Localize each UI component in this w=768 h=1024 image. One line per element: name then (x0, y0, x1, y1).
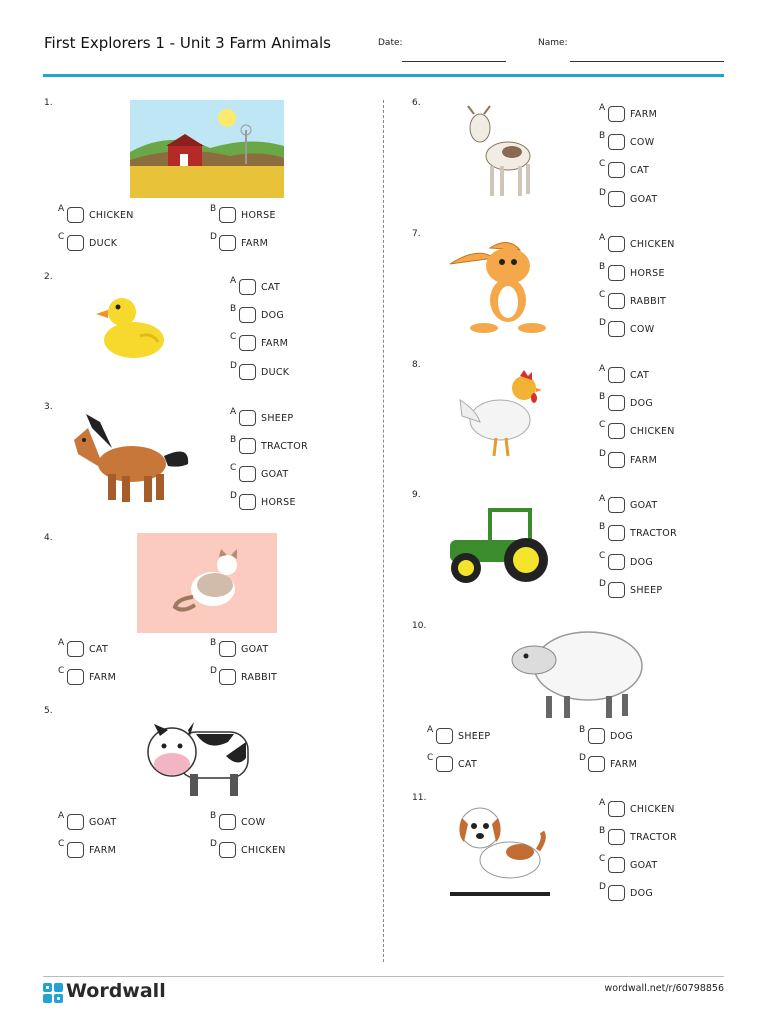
answer-option[interactable] (210, 638, 350, 659)
answer-checkbox[interactable] (608, 265, 625, 281)
option-letter: D (230, 361, 237, 371)
name-label: Name: (538, 38, 568, 48)
date-field[interactable] (402, 61, 506, 62)
answer-checkbox[interactable] (67, 842, 84, 858)
answer-option[interactable] (230, 276, 370, 297)
option-label: SHEEP (261, 413, 294, 424)
answer-option[interactable] (599, 188, 739, 209)
answer-checkbox[interactable] (608, 829, 625, 845)
answer-checkbox[interactable] (608, 395, 625, 411)
answer-option[interactable] (599, 449, 739, 470)
option-label: DOG (610, 731, 634, 742)
option-letter: B (599, 262, 606, 272)
answer-checkbox[interactable] (608, 191, 625, 207)
option-label: DOG (630, 888, 654, 899)
answer-option[interactable] (210, 232, 350, 253)
answer-checkbox[interactable] (436, 756, 453, 772)
option-label: FARM (89, 672, 117, 683)
option-label: GOAT (89, 817, 117, 828)
answer-option[interactable] (599, 131, 739, 152)
answer-option[interactable] (230, 332, 370, 353)
answer-checkbox[interactable] (608, 162, 625, 178)
answer-option[interactable] (599, 364, 739, 385)
option-label: CAT (89, 644, 109, 655)
dog-image (450, 798, 550, 898)
answer-option[interactable] (230, 463, 370, 484)
answer-checkbox[interactable] (239, 335, 256, 351)
question-number: 5. (44, 706, 53, 716)
option-label: COW (241, 817, 266, 828)
answer-checkbox[interactable] (239, 279, 256, 295)
option-letter: B (210, 638, 217, 648)
option-letter: B (599, 826, 606, 836)
option-letter: A (599, 798, 606, 808)
answer-checkbox[interactable] (239, 364, 256, 380)
answer-checkbox[interactable] (219, 207, 236, 223)
answer-checkbox[interactable] (67, 207, 84, 223)
answer-option[interactable] (599, 159, 739, 180)
answer-checkbox[interactable] (219, 235, 236, 251)
wordwall-logo-text: Wordwall (66, 980, 166, 1002)
question-number: 11. (412, 793, 427, 803)
option-label: FARM (610, 759, 638, 770)
answer-checkbox[interactable] (219, 641, 236, 657)
answer-checkbox[interactable] (67, 814, 84, 830)
answer-option[interactable] (599, 798, 739, 819)
answer-option[interactable] (599, 420, 739, 441)
option-letter: C (230, 463, 237, 473)
footer-url[interactable]: wordwall.net/r/60798856 (604, 983, 724, 994)
option-letter: A (599, 494, 606, 504)
option-letter: A (599, 364, 606, 374)
answer-option[interactable] (599, 579, 739, 600)
option-label: GOAT (630, 860, 658, 871)
option-letter: D (599, 579, 606, 589)
option-letter: C (427, 753, 434, 763)
option-label: CHICKEN (89, 210, 134, 221)
answer-option[interactable] (210, 839, 350, 860)
answer-checkbox[interactable] (67, 669, 84, 685)
footer-divider (43, 976, 724, 977)
answer-option[interactable] (230, 407, 370, 428)
option-label: COW (630, 137, 655, 148)
option-label: GOAT (630, 194, 658, 205)
option-letter: A (427, 725, 434, 735)
option-label: CHICKEN (630, 426, 675, 437)
option-letter: A (599, 103, 606, 113)
column-divider (383, 100, 384, 962)
option-letter: C (599, 159, 606, 169)
answer-checkbox[interactable] (239, 438, 256, 454)
answer-checkbox[interactable] (588, 728, 605, 744)
question-number: 6. (412, 98, 421, 108)
answer-checkbox[interactable] (608, 236, 625, 252)
answer-option[interactable] (58, 666, 198, 687)
option-label: GOAT (241, 644, 269, 655)
option-label: GOAT (630, 500, 658, 511)
option-label: RABBIT (241, 672, 278, 683)
option-label: CHICKEN (241, 845, 286, 856)
answer-option[interactable] (599, 262, 739, 283)
option-letter: C (599, 290, 606, 300)
option-letter: C (58, 666, 65, 676)
answer-option[interactable] (58, 811, 198, 832)
option-letter: C (599, 420, 606, 430)
answer-option[interactable] (230, 304, 370, 325)
chicken-image (456, 370, 542, 460)
option-letter: B (230, 435, 237, 445)
answer-checkbox[interactable] (608, 857, 625, 873)
option-label: DUCK (261, 367, 290, 378)
answer-option[interactable] (230, 435, 370, 456)
option-label: HORSE (261, 497, 296, 508)
option-letter: D (579, 753, 586, 763)
option-label: TRACTOR (261, 441, 308, 452)
option-letter: D (210, 232, 217, 242)
option-letter: A (58, 204, 65, 214)
option-letter: A (230, 276, 237, 286)
answer-option[interactable] (210, 811, 350, 832)
answer-checkbox[interactable] (608, 554, 625, 570)
option-letter: B (599, 522, 606, 532)
goat-image (462, 104, 538, 204)
horse-image (70, 408, 192, 508)
answer-option[interactable] (427, 753, 567, 774)
option-letter: B (210, 204, 217, 214)
option-letter: D (599, 882, 606, 892)
answer-option[interactable] (599, 882, 739, 903)
option-letter: B (230, 304, 237, 314)
answer-checkbox[interactable] (608, 106, 625, 122)
option-letter: C (58, 839, 65, 849)
answer-option[interactable] (579, 753, 719, 774)
question-number: 10. (412, 621, 427, 631)
answer-option[interactable] (58, 232, 198, 253)
option-letter: C (599, 551, 606, 561)
answer-checkbox[interactable] (239, 466, 256, 482)
answer-option[interactable] (599, 290, 739, 311)
option-label: GOAT (261, 469, 289, 480)
option-label: HORSE (241, 210, 276, 221)
answer-checkbox[interactable] (608, 293, 625, 309)
option-label: CHICKEN (630, 239, 675, 250)
answer-option[interactable] (427, 725, 567, 746)
option-label: CAT (630, 370, 650, 381)
answer-option[interactable] (58, 638, 198, 659)
option-letter: A (58, 638, 65, 648)
answer-option[interactable] (230, 491, 370, 512)
answer-checkbox[interactable] (436, 728, 453, 744)
option-label: DOG (630, 557, 654, 568)
answer-checkbox[interactable] (239, 410, 256, 426)
answer-checkbox[interactable] (608, 321, 625, 337)
answer-option[interactable] (599, 103, 739, 124)
answer-option[interactable] (210, 666, 350, 687)
answer-checkbox[interactable] (588, 756, 605, 772)
answer-option[interactable] (230, 361, 370, 382)
answer-option[interactable] (599, 318, 739, 339)
option-letter: D (599, 449, 606, 459)
option-label: SHEEP (458, 731, 491, 742)
answer-checkbox[interactable] (608, 497, 625, 513)
answer-option[interactable] (599, 854, 739, 875)
question-number: 8. (412, 360, 421, 370)
option-letter: C (230, 332, 237, 342)
duck-image (96, 292, 168, 362)
answer-option[interactable] (58, 839, 198, 860)
question-number: 2. (44, 272, 53, 282)
wordwall-logo-icon (43, 982, 63, 1004)
option-label: DOG (261, 310, 285, 321)
answer-option[interactable] (599, 522, 739, 543)
option-letter: D (599, 318, 606, 328)
answer-option[interactable] (579, 725, 719, 746)
header-divider (43, 74, 724, 77)
option-letter: D (210, 666, 217, 676)
option-label: FARM (261, 338, 289, 349)
answer-checkbox[interactable] (608, 885, 625, 901)
question-number: 9. (412, 490, 421, 500)
answer-checkbox[interactable] (608, 423, 625, 439)
answer-checkbox[interactable] (608, 367, 625, 383)
option-label: HORSE (630, 268, 665, 279)
option-label: CHICKEN (630, 804, 675, 815)
answer-option[interactable] (599, 392, 739, 413)
question-number: 3. (44, 402, 53, 412)
question-number: 4. (44, 533, 53, 543)
option-label: SHEEP (630, 585, 663, 596)
option-label: DOG (630, 398, 654, 409)
answer-option[interactable] (599, 494, 739, 515)
option-letter: C (58, 232, 65, 242)
option-label: FARM (630, 109, 658, 120)
option-letter: B (579, 725, 586, 735)
page-title: First Explorers 1 - Unit 3 Farm Animals (44, 34, 331, 52)
option-label: FARM (241, 238, 269, 249)
answer-checkbox[interactable] (608, 452, 625, 468)
option-letter: A (599, 233, 606, 243)
option-label: FARM (89, 845, 117, 856)
option-label: TRACTOR (630, 528, 677, 539)
answer-checkbox[interactable] (67, 235, 84, 251)
answer-option[interactable] (599, 233, 739, 254)
farm-image (130, 100, 284, 198)
answer-option[interactable] (599, 826, 739, 847)
option-label: DUCK (89, 238, 118, 249)
answer-checkbox[interactable] (219, 814, 236, 830)
question-number: 1. (44, 98, 53, 108)
cat-image (137, 533, 277, 633)
cow-image (138, 712, 272, 804)
option-label: FARM (630, 455, 658, 466)
option-letter: D (230, 491, 237, 501)
option-letter: A (58, 811, 65, 821)
answer-checkbox[interactable] (239, 307, 256, 323)
answer-checkbox[interactable] (239, 494, 256, 510)
rabbit-image (448, 236, 554, 334)
option-label: TRACTOR (630, 832, 677, 843)
question-number: 7. (412, 229, 421, 239)
option-letter: D (599, 188, 606, 198)
answer-checkbox[interactable] (608, 801, 625, 817)
sheep-image (506, 622, 646, 722)
option-label: CAT (458, 759, 478, 770)
option-label: RABBIT (630, 296, 667, 307)
option-label: CAT (630, 165, 650, 176)
option-letter: C (599, 854, 606, 864)
tractor-image (446, 506, 552, 586)
option-letter: B (599, 131, 606, 141)
answer-checkbox[interactable] (608, 582, 625, 598)
option-letter: B (599, 392, 606, 402)
answer-checkbox[interactable] (67, 641, 84, 657)
answer-checkbox[interactable] (608, 525, 625, 541)
answer-checkbox[interactable] (219, 842, 236, 858)
answer-checkbox[interactable] (608, 134, 625, 150)
answer-option[interactable] (599, 551, 739, 572)
option-label: CAT (261, 282, 281, 293)
name-field[interactable] (570, 61, 724, 62)
answer-option[interactable] (58, 204, 198, 225)
answer-checkbox[interactable] (219, 669, 236, 685)
option-letter: B (210, 811, 217, 821)
answer-option[interactable] (210, 204, 350, 225)
option-label: COW (630, 324, 655, 335)
option-letter: D (210, 839, 217, 849)
option-letter: A (230, 407, 237, 417)
date-label: Date: (378, 38, 403, 48)
